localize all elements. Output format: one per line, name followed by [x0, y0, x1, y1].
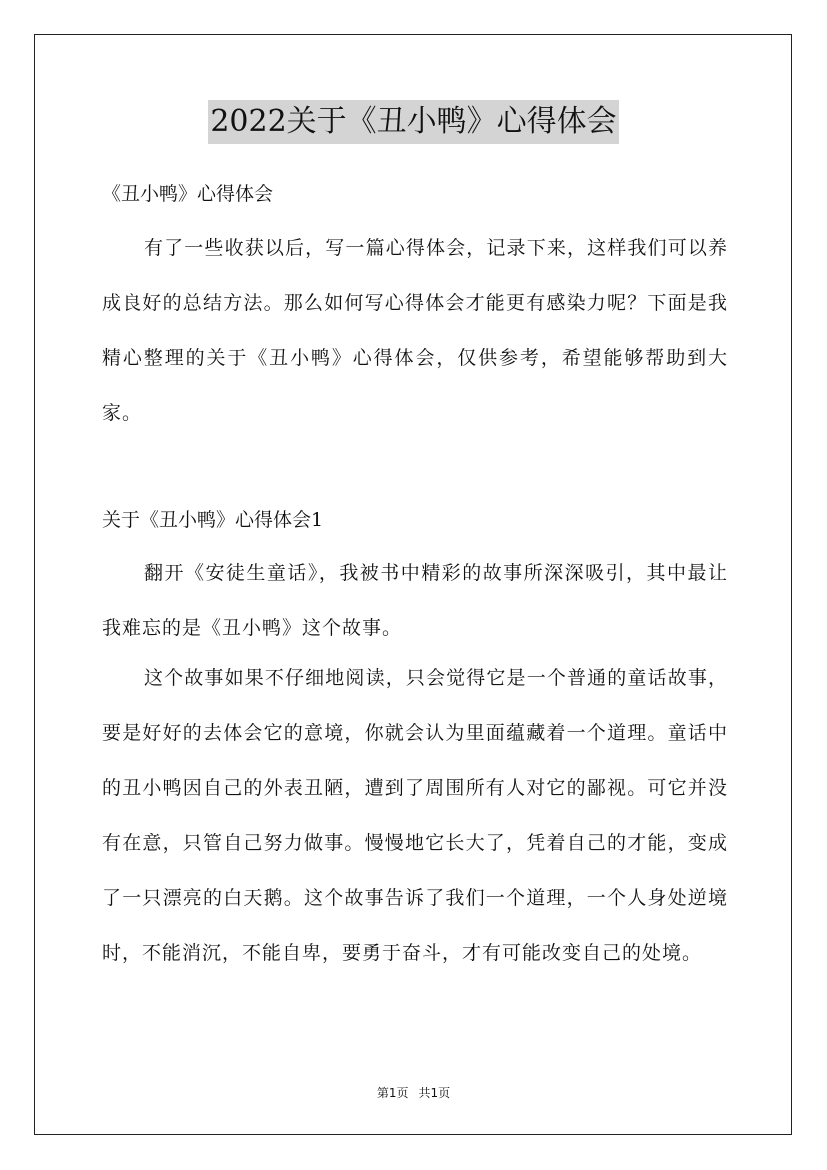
section-heading: 关于《丑小鸭》心得体会1 [102, 509, 324, 531]
page-total: 共1页 [418, 1086, 451, 1100]
page-footer [0, 1084, 827, 1101]
intro-paragraph: 有了一些收获以后，写一篇心得体会，记录下来，这样我们可以养成良好的总结方法。那么如何写心得体会才能更有感染力呢？下面是我精心整理的关于《丑小鸭》心得体会，仅供参考，希望能够帮助到大家。 [102, 237, 728, 424]
body-paragraph-1: 翻开《安徒生童话》，我被书中精彩的故事所深深吸引，其中最让我难忘的是《丑小鸭》这个故事。 [102, 562, 728, 639]
title-container [0, 100, 827, 144]
document-title: 2022关于《丑小鸭》心得体会 [208, 100, 618, 144]
document-subtitle: 《丑小鸭》心得体会 [102, 183, 274, 205]
page-number: 第1页 [376, 1086, 409, 1100]
body-paragraph-2: 这个故事如果不仔细地阅读，只会觉得它是一个普通的童话故事，要是好好的去体会它的意境，你就会认为里面蕴藏着一个道理。童话中的丑小鸭因自己的外表丑陋，遭到了周围所有人对它的鄙视。可它并没有在意，只管自己努力做事。慢慢地它长大了，凭着自己的才能，变成了一只漂亮的白天鹅。这个故事告诉了我们一个道理，一个人身处逆境时，不能消沉，不能自卑，要勇于奋斗，才有可能改变自己的处境。 [102, 667, 728, 964]
